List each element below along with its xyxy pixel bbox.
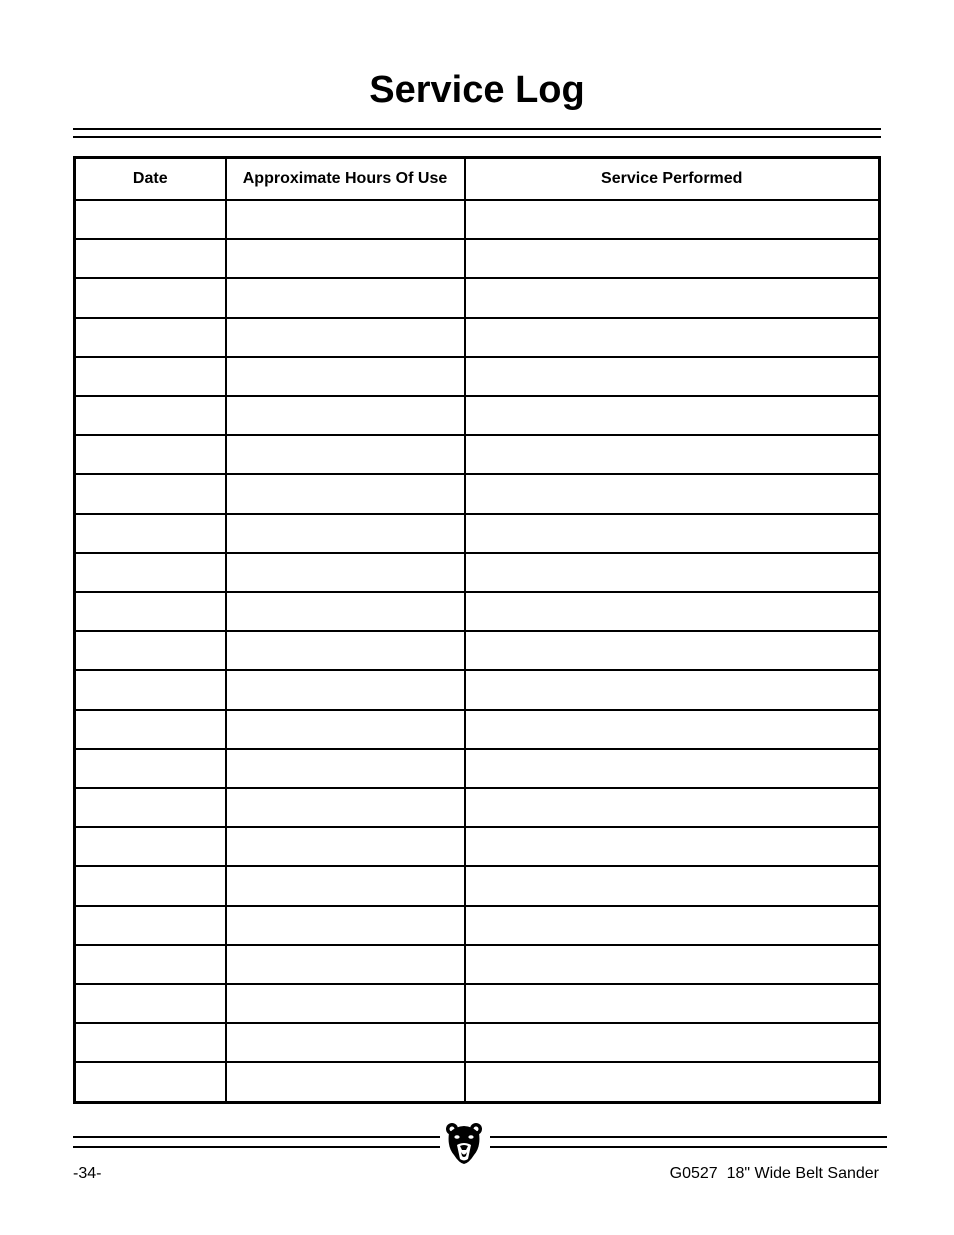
column-header-service: Service Performed <box>465 158 880 201</box>
date-cell[interactable] <box>75 474 226 513</box>
table-row <box>75 435 880 474</box>
service-log-table <box>73 156 881 1104</box>
header-rule-top <box>73 128 881 130</box>
table-row <box>75 357 880 396</box>
header-rule-bottom <box>73 136 881 138</box>
date-cell[interactable] <box>75 396 226 435</box>
table-row <box>75 631 880 670</box>
hours-cell[interactable] <box>226 670 465 709</box>
date-cell[interactable] <box>75 1023 226 1062</box>
date-cell[interactable] <box>75 670 226 709</box>
table-row <box>75 670 880 709</box>
service-cell[interactable] <box>465 200 880 239</box>
table-row <box>75 200 880 239</box>
hours-cell[interactable] <box>226 396 465 435</box>
service-cell[interactable] <box>465 710 880 749</box>
table-row <box>75 710 880 749</box>
table-row <box>75 945 880 984</box>
hours-cell[interactable] <box>226 200 465 239</box>
date-cell[interactable] <box>75 749 226 788</box>
hours-cell[interactable] <box>226 357 465 396</box>
service-cell[interactable] <box>465 866 880 905</box>
footer-rule-left-bottom <box>73 1146 440 1148</box>
hours-cell[interactable] <box>226 866 465 905</box>
service-cell[interactable] <box>465 788 880 827</box>
hours-cell[interactable] <box>226 749 465 788</box>
hours-cell[interactable] <box>226 553 465 592</box>
date-cell[interactable] <box>75 945 226 984</box>
hours-cell[interactable] <box>226 788 465 827</box>
service-cell[interactable] <box>465 514 880 553</box>
date-cell[interactable] <box>75 357 226 396</box>
date-cell[interactable] <box>75 592 226 631</box>
service-cell[interactable] <box>465 318 880 357</box>
table-row <box>75 396 880 435</box>
service-cell[interactable] <box>465 278 880 317</box>
service-cell[interactable] <box>465 631 880 670</box>
date-cell[interactable] <box>75 788 226 827</box>
table-row <box>75 278 880 317</box>
hours-cell[interactable] <box>226 1062 465 1102</box>
table-row <box>75 906 880 945</box>
date-cell[interactable] <box>75 631 226 670</box>
date-cell[interactable] <box>75 984 226 1023</box>
table-header-row <box>75 158 880 201</box>
page-title: Service Log <box>369 69 585 111</box>
service-cell[interactable] <box>465 474 880 513</box>
page-number: -34- <box>73 1165 102 1182</box>
footer-model-name: G0527 18" Wide Belt Sander <box>669 1165 879 1182</box>
hours-cell[interactable] <box>226 318 465 357</box>
bear-head-logo-icon <box>444 1121 484 1165</box>
date-cell[interactable] <box>75 553 226 592</box>
service-cell[interactable] <box>465 396 880 435</box>
date-cell[interactable] <box>75 866 226 905</box>
date-cell[interactable] <box>75 827 226 866</box>
hours-cell[interactable] <box>226 592 465 631</box>
table-row <box>75 318 880 357</box>
hours-cell[interactable] <box>226 514 465 553</box>
date-cell[interactable] <box>75 710 226 749</box>
service-cell[interactable] <box>465 1023 880 1062</box>
column-header-date: Date <box>75 158 226 201</box>
table-row <box>75 474 880 513</box>
date-cell[interactable] <box>75 906 226 945</box>
table-row <box>75 866 880 905</box>
date-cell[interactable] <box>75 318 226 357</box>
table-row <box>75 592 880 631</box>
table-row <box>75 553 880 592</box>
service-cell[interactable] <box>465 592 880 631</box>
footer-rule-left-top <box>73 1136 440 1138</box>
date-cell[interactable] <box>75 200 226 239</box>
table-row <box>75 1023 880 1062</box>
column-header-hours: Approximate Hours Of Use <box>226 158 465 201</box>
hours-cell[interactable] <box>226 435 465 474</box>
hours-cell[interactable] <box>226 984 465 1023</box>
hours-cell[interactable] <box>226 827 465 866</box>
date-cell[interactable] <box>75 1062 226 1102</box>
table-row <box>75 514 880 553</box>
footer-rule-right-bottom <box>490 1146 887 1148</box>
hours-cell[interactable] <box>226 278 465 317</box>
service-cell[interactable] <box>465 670 880 709</box>
service-cell[interactable] <box>465 239 880 278</box>
table-row <box>75 1062 880 1102</box>
hours-cell[interactable] <box>226 474 465 513</box>
service-cell[interactable] <box>465 1062 880 1102</box>
service-cell[interactable] <box>465 906 880 945</box>
service-cell[interactable] <box>465 435 880 474</box>
table-row <box>75 827 880 866</box>
table-row <box>75 788 880 827</box>
table-row <box>75 239 880 278</box>
date-cell[interactable] <box>75 514 226 553</box>
date-cell[interactable] <box>75 239 226 278</box>
service-cell[interactable] <box>465 749 880 788</box>
table-row <box>75 984 880 1023</box>
service-cell[interactable] <box>465 945 880 984</box>
hours-cell[interactable] <box>226 1023 465 1062</box>
service-cell[interactable] <box>465 827 880 866</box>
hours-cell[interactable] <box>226 239 465 278</box>
date-cell[interactable] <box>75 278 226 317</box>
table-body <box>75 200 880 1103</box>
date-cell[interactable] <box>75 435 226 474</box>
hours-cell[interactable] <box>226 906 465 945</box>
table-row <box>75 749 880 788</box>
service-cell[interactable] <box>465 357 880 396</box>
footer-rule-right-top <box>490 1136 887 1138</box>
service-cell[interactable] <box>465 984 880 1023</box>
service-cell[interactable] <box>465 553 880 592</box>
hours-cell[interactable] <box>226 945 465 984</box>
hours-cell[interactable] <box>226 631 465 670</box>
hours-cell[interactable] <box>226 710 465 749</box>
